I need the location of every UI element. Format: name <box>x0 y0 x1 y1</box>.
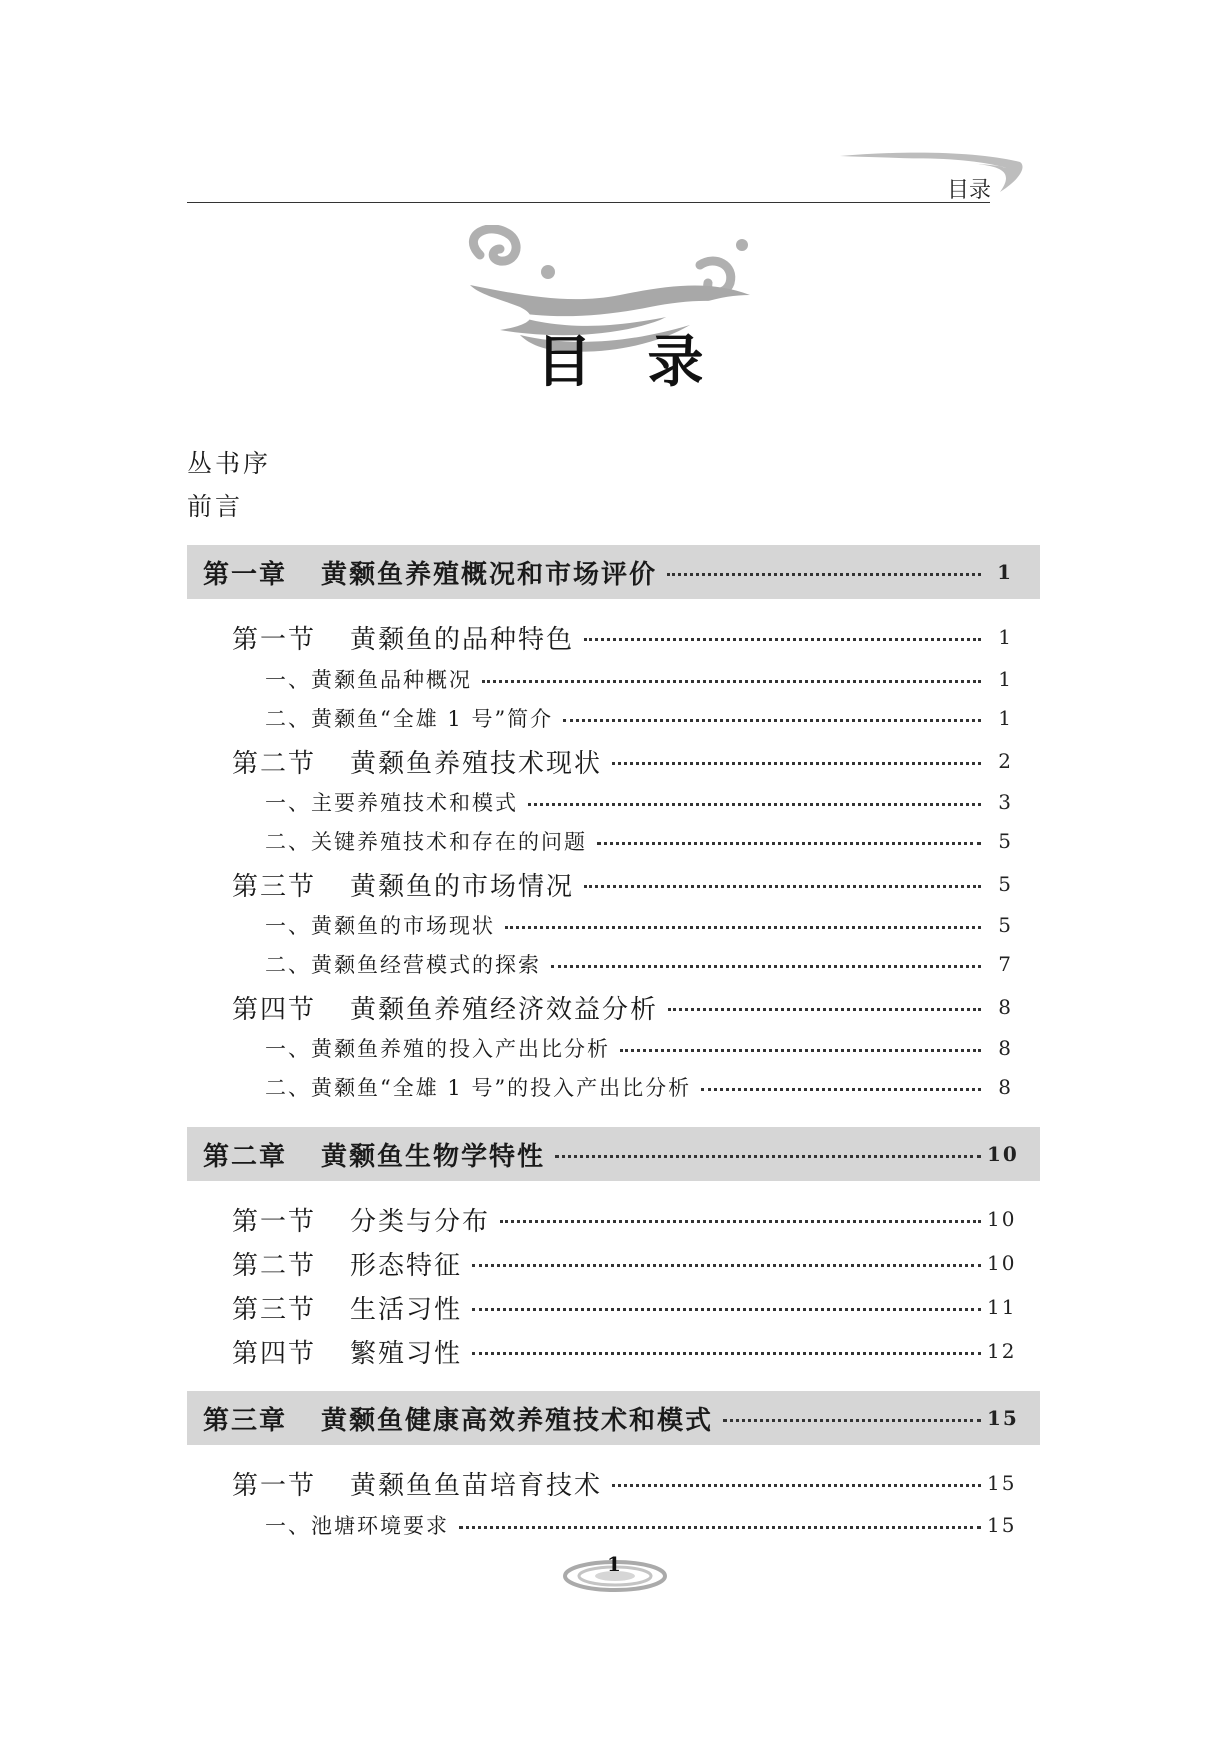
toc-item[interactable] <box>265 946 1013 982</box>
page-number: 15 <box>987 1406 1019 1430</box>
footer-page-number: 1 <box>607 1552 621 1576</box>
toc-item[interactable] <box>265 700 1013 736</box>
chapter-number: 第二章 <box>203 1141 288 1172</box>
section-number: 第三节 <box>232 1294 317 1325</box>
section-title: 黄颡鱼养殖技术现状 <box>350 748 603 779</box>
section-number: 第四节 <box>232 1338 317 1369</box>
toc-item[interactable] <box>265 661 1013 697</box>
section-number: 第二节 <box>232 1250 317 1281</box>
toc-section[interactable] <box>232 1287 1017 1327</box>
toc-item[interactable] <box>265 1507 1017 1543</box>
section-title: 黄颡鱼鱼苗培育技术 <box>350 1470 603 1501</box>
toc-item[interactable] <box>265 1030 1013 1066</box>
item-title: 二、黄颡鱼“全雄 1 号”的投入产出比分析 <box>265 1076 692 1100</box>
dot-leader <box>597 842 981 845</box>
toc-section[interactable] <box>232 1463 1017 1503</box>
page-number: 15 <box>987 1513 1017 1537</box>
page-number: 1 <box>997 560 1013 584</box>
toc-section[interactable] <box>232 1331 1017 1371</box>
dot-leader <box>563 719 981 722</box>
section-title: 黄颡鱼的品种特色 <box>350 624 575 655</box>
page-number: 7 <box>998 952 1013 976</box>
toc-chapter-3[interactable] <box>203 1391 1019 1445</box>
dot-leader <box>584 638 981 641</box>
dot-leader <box>505 926 981 929</box>
item-title: 二、关键养殖技术和存在的问题 <box>265 830 587 854</box>
page-number: 1 <box>998 667 1013 691</box>
item-title: 一、黄颡鱼品种概况 <box>265 668 472 692</box>
page-number: 8 <box>998 995 1013 1019</box>
dot-leader <box>668 1008 981 1011</box>
chapter-number: 第三章 <box>203 1405 288 1436</box>
toc-section[interactable] <box>232 1199 1017 1239</box>
dot-leader <box>620 1049 981 1052</box>
toc-chapter-2[interactable] <box>203 1127 1019 1181</box>
dot-leader <box>472 1308 981 1311</box>
item-title: 一、黄颡鱼的市场现状 <box>265 914 495 938</box>
page-number: 1 <box>998 706 1013 730</box>
section-title: 生活习性 <box>350 1294 463 1325</box>
dot-leader <box>472 1352 981 1355</box>
toc-item[interactable] <box>265 907 1013 943</box>
front-matter-series-preface[interactable]: 丛书序 <box>187 449 272 478</box>
page-number: 3 <box>998 790 1013 814</box>
section-number: 第四节 <box>232 994 317 1025</box>
section-number: 第二节 <box>232 748 317 779</box>
section-number: 第三节 <box>232 871 317 902</box>
page-number: 8 <box>998 1075 1013 1099</box>
running-header-title: 目录 <box>947 178 992 203</box>
dot-leader <box>612 1484 981 1487</box>
page-number: 5 <box>998 872 1013 896</box>
toc-chapter-1[interactable] <box>203 545 1013 599</box>
item-title: 一、池塘环境要求 <box>265 1514 449 1538</box>
toc-item[interactable] <box>265 823 1013 859</box>
chapter-number: 第一章 <box>203 559 288 590</box>
page-number: 12 <box>987 1339 1017 1363</box>
item-title: 二、黄颡鱼“全雄 1 号”简介 <box>265 707 554 731</box>
dot-leader <box>667 573 981 576</box>
dot-leader <box>472 1264 981 1267</box>
chapter-title: 黄颡鱼健康高效养殖技术和模式 <box>321 1405 714 1436</box>
section-number: 第一节 <box>232 1206 317 1237</box>
page-number: 15 <box>987 1471 1017 1495</box>
front-matter-preface[interactable]: 前言 <box>187 492 244 521</box>
toc-section[interactable] <box>232 864 1013 904</box>
page-number: 10 <box>987 1142 1019 1166</box>
toc-section[interactable] <box>232 1243 1017 1283</box>
dot-leader <box>723 1419 981 1422</box>
section-title: 黄颡鱼的市场情况 <box>350 871 575 902</box>
dot-leader <box>551 965 981 968</box>
dot-leader <box>482 680 981 683</box>
page-number: 1 <box>998 625 1013 649</box>
section-number: 第一节 <box>232 1470 317 1501</box>
page-number: 2 <box>998 749 1013 773</box>
page-number: 10 <box>987 1207 1017 1231</box>
page-number: 5 <box>998 913 1013 937</box>
page-number: 8 <box>998 1036 1013 1060</box>
page-number: 10 <box>987 1251 1017 1275</box>
toc-section[interactable] <box>232 987 1013 1027</box>
dot-leader <box>612 762 981 765</box>
section-title: 繁殖习性 <box>350 1338 463 1369</box>
chapter-title: 黄颡鱼养殖概况和市场评价 <box>321 559 658 590</box>
chapter-title: 黄颡鱼生物学特性 <box>321 1141 546 1172</box>
header-rule <box>187 202 990 203</box>
section-title: 分类与分布 <box>350 1206 491 1237</box>
page-number: 11 <box>987 1295 1017 1319</box>
item-title: 一、黄颡鱼养殖的投入产出比分析 <box>265 1037 610 1061</box>
toc-section[interactable] <box>232 617 1013 657</box>
item-title: 一、主要养殖技术和模式 <box>265 791 518 815</box>
dot-leader <box>459 1526 981 1529</box>
header-swoosh-ornament <box>830 148 1030 204</box>
item-title: 二、黄颡鱼经营模式的探索 <box>265 953 541 977</box>
toc-item[interactable] <box>265 784 1013 820</box>
toc-item[interactable] <box>265 1069 1013 1105</box>
toc-section[interactable] <box>232 741 1013 781</box>
dot-leader <box>555 1155 981 1158</box>
section-number: 第一节 <box>232 624 317 655</box>
page-number: 5 <box>998 829 1013 853</box>
section-title: 形态特征 <box>350 1250 463 1281</box>
dot-leader <box>584 885 981 888</box>
toc-title: 目 录 <box>536 330 722 395</box>
dot-leader <box>500 1220 981 1223</box>
dot-leader <box>701 1088 981 1091</box>
dot-leader <box>528 803 981 806</box>
section-title: 黄颡鱼养殖经济效益分析 <box>350 994 659 1025</box>
